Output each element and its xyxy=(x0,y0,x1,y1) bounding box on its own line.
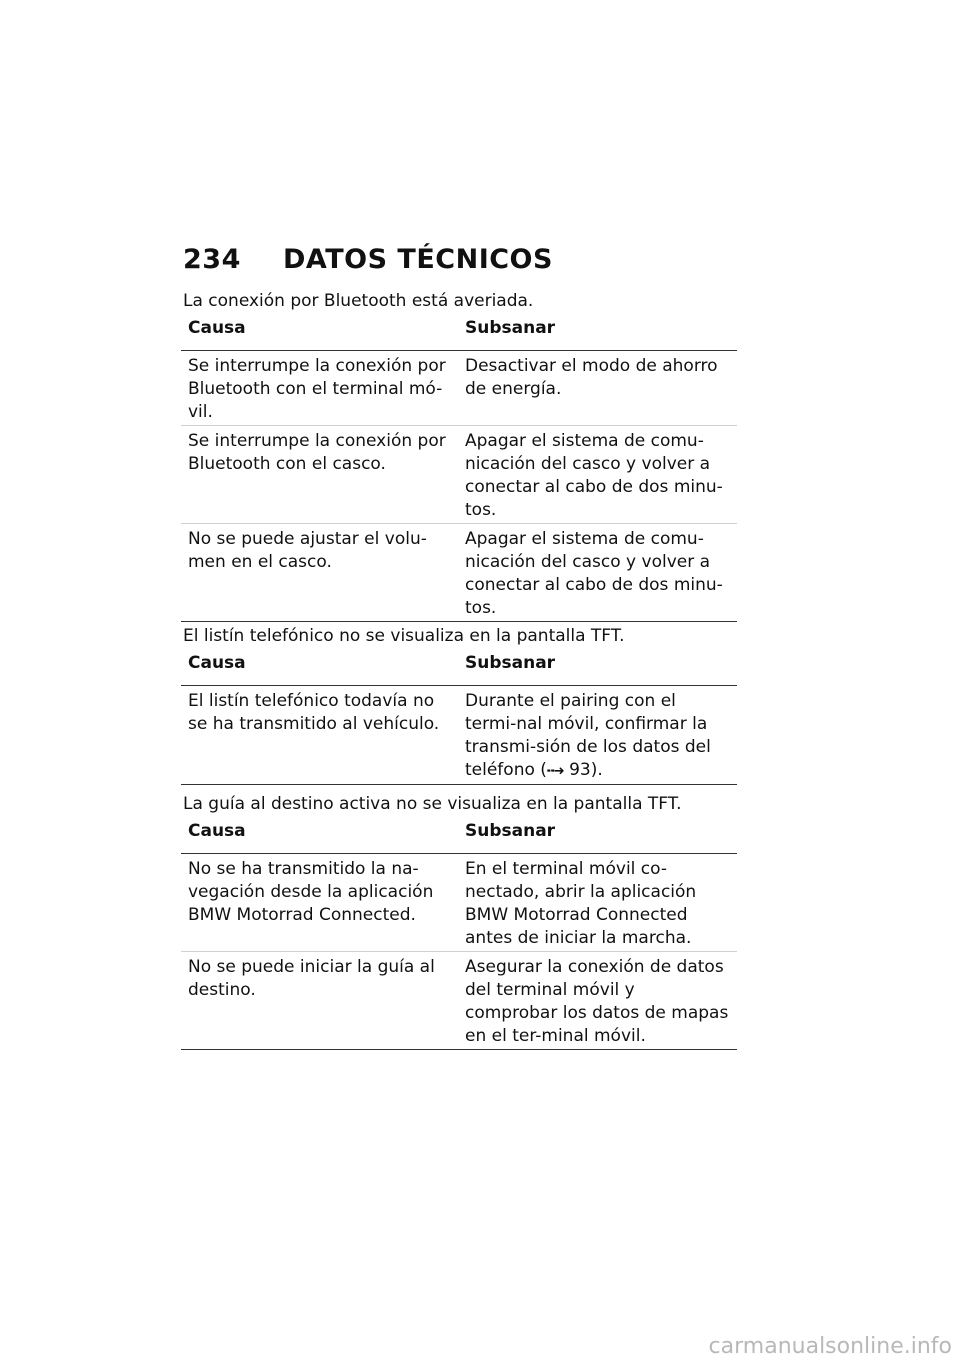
table-header-row xyxy=(181,820,737,854)
ref-page: 93 xyxy=(569,760,591,780)
section-phonebook xyxy=(181,625,737,785)
col-header-cause: Causa xyxy=(181,652,458,686)
fix-cell: Desactivar el modo de ahorro de energía. xyxy=(458,351,737,426)
ref-close: ). xyxy=(590,760,603,780)
page-reference-link[interactable] xyxy=(540,760,602,780)
watermark: carmanualsonline.info xyxy=(708,1334,952,1359)
table-row xyxy=(181,686,737,785)
fix-text: Durante el pairing con el termi-nal móvil, confirmar la transmi-sión de los datos del teléfono xyxy=(465,691,711,780)
troubleshooting-table xyxy=(181,317,737,622)
fix-cell xyxy=(458,686,737,785)
cause-cell: No se puede ajustar el volu-men en el casco. xyxy=(181,524,458,622)
section-navigation xyxy=(181,793,737,1050)
table-row xyxy=(181,426,737,524)
table-row xyxy=(181,351,737,426)
troubleshooting-table xyxy=(181,652,737,785)
fix-cell: Apagar el sistema de comu-nicación del casco y volver a conectar al cabo de dos minu-tos. xyxy=(458,524,737,622)
ref-open: ( xyxy=(540,760,547,780)
fix-cell: En el terminal móvil co-nectado, abrir la aplicación BMW Motorrad Connected antes de iniciar la marcha. xyxy=(458,854,737,952)
section-intro: La conexión por Bluetooth está averiada. xyxy=(183,291,534,311)
page-title: DATOS TÉCNICOS xyxy=(283,244,553,275)
page-header xyxy=(183,244,553,275)
section-bluetooth xyxy=(181,290,737,622)
page-number: 234 xyxy=(183,244,241,275)
page-reference-arrow-icon: ╍➜ xyxy=(546,764,564,779)
cause-cell: No se ha transmitido la na-vegación desde la aplicación BMW Motorrad Connected. xyxy=(181,854,458,952)
col-header-cause: Causa xyxy=(181,820,458,854)
cause-cell: El listín telefónico todavía no se ha transmitido al vehículo. xyxy=(181,686,458,785)
section-intro: El listín telefónico no se visualiza en la pantalla TFT. xyxy=(183,626,625,646)
troubleshooting-table xyxy=(181,820,737,1050)
cause-cell: Se interrumpe la conexión por Bluetooth con el terminal mó-vil. xyxy=(181,351,458,426)
cause-cell: No se puede iniciar la guía al destino. xyxy=(181,952,458,1050)
col-header-fix: Subsanar xyxy=(458,317,737,351)
col-header-cause: Causa xyxy=(181,317,458,351)
fix-cell: Asegurar la conexión de datos del terminal móvil y comprobar los datos de mapas en el ter-minal móvil. xyxy=(458,952,737,1050)
col-header-fix: Subsanar xyxy=(458,820,737,854)
section-intro: La guía al destino activa no se visualiza en la pantalla TFT. xyxy=(183,794,682,814)
fix-cell: Apagar el sistema de comu-nicación del casco y volver a conectar al cabo de dos minu-tos. xyxy=(458,426,737,524)
table-header-row xyxy=(181,317,737,351)
table-row xyxy=(181,524,737,622)
col-header-fix: Subsanar xyxy=(458,652,737,686)
table-row xyxy=(181,854,737,952)
cause-cell: Se interrumpe la conexión por Bluetooth con el casco. xyxy=(181,426,458,524)
table-header-row xyxy=(181,652,737,686)
table-row xyxy=(181,952,737,1050)
